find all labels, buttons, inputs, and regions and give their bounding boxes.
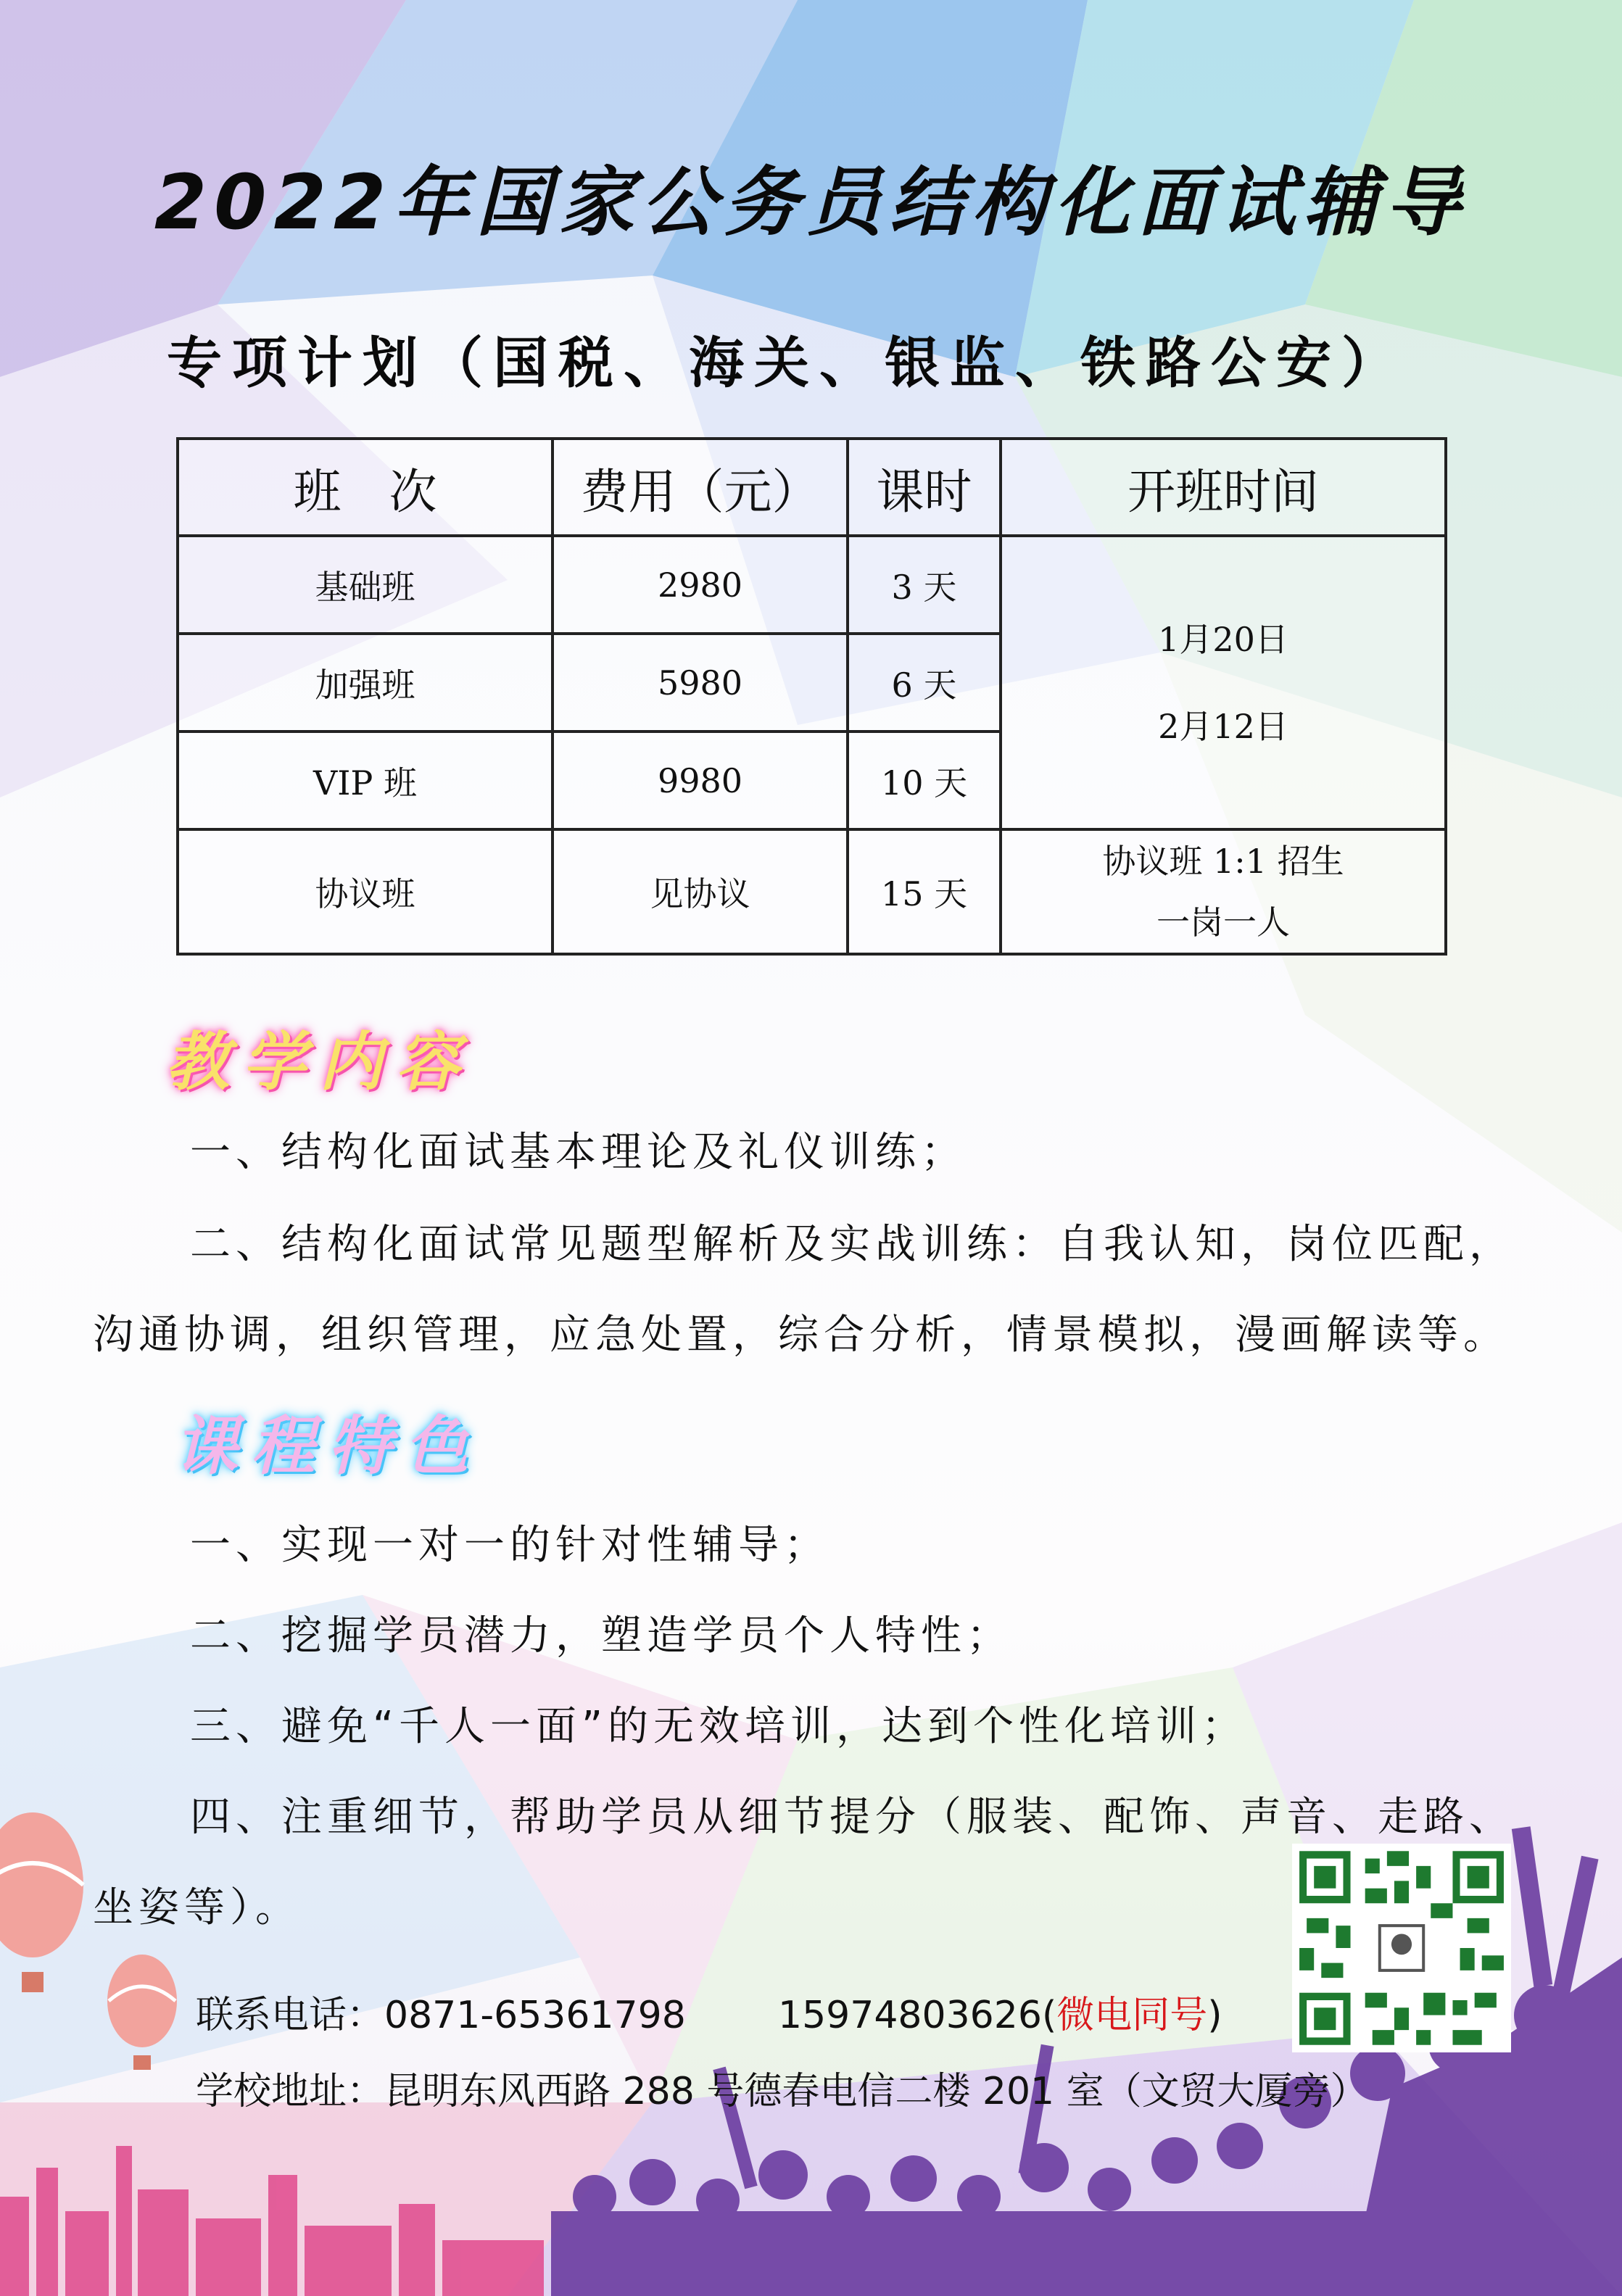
teaching-line: 二、结构化面试常见题型解析及实战训练：自我认知，岗位匹配， <box>190 1221 1515 1268</box>
page-title: 2022年国家公务员结构化面试辅导 <box>154 158 1468 246</box>
feature-line: 二、挖掘学员潜力，塑造学员个人特性； <box>190 1612 1012 1659</box>
contact-phone-line <box>196 1984 686 2039</box>
feature-line: 四、注重细节，帮助学员从细节提分（服装、配饰、声音、走路、 <box>190 1794 1515 1841</box>
mobile-number: 15974803626 <box>778 1994 1042 2037</box>
agreement-note-line: 一岗一人 <box>1156 903 1290 942</box>
table-row <box>178 536 1446 634</box>
mobile-note-close: ) <box>1207 1994 1222 2037</box>
class-fee: 9980 <box>553 732 848 829</box>
feature-line: 一、实现一对一的针对性辅导； <box>190 1522 829 1569</box>
class-hours: 10 天 <box>848 732 1001 829</box>
phone-number: 0871-65361798 <box>384 1994 686 2037</box>
wechat-note: 微电同号 <box>1056 1994 1208 2037</box>
feature-line: 坐姿等）。 <box>93 1884 301 1931</box>
teaching-heading: 教学内容 <box>165 1024 473 1099</box>
phone-label: 联系电话： <box>196 1994 385 2037</box>
class-hours: 3 天 <box>848 536 1001 634</box>
class-fee: 见协议 <box>553 829 848 954</box>
class-fee: 2980 <box>553 536 848 634</box>
contact-address-line <box>196 2060 1368 2115</box>
class-schedule-table <box>176 437 1447 956</box>
teaching-line: 一、结构化面试基本理论及礼仪训练； <box>190 1129 967 1176</box>
col-header-fee: 费用（元） <box>553 439 848 536</box>
agreement-note-cell <box>1001 829 1446 954</box>
col-header-class: 班 次 <box>178 439 553 536</box>
teaching-line: 沟通协调，组织管理，应急处置，综合分析，情景模拟，漫画解读等。 <box>93 1311 1509 1359</box>
class-name: VIP 班 <box>178 732 553 829</box>
address: 昆明东风西路 288 号德春电信二楼 201 室（文贸大厦旁） <box>384 2070 1368 2113</box>
qr-code <box>1292 1844 1511 2052</box>
feature-line: 三、避免“千人一面”的无效培训，达到个性化培训； <box>190 1703 1248 1750</box>
contact-mobile-line <box>778 1984 1222 2039</box>
open-dates-cell <box>1001 536 1446 829</box>
open-date: 1月20日 <box>1158 619 1288 659</box>
address-label: 学校地址： <box>196 2070 385 2113</box>
table-header-row <box>178 439 1446 536</box>
class-name: 加强班 <box>178 634 553 732</box>
col-header-open-time: 开班时间 <box>1001 439 1446 536</box>
mobile-note-open: ( <box>1041 1994 1057 2037</box>
agreement-note-line: 协议班 1:1 招生 <box>1102 842 1344 881</box>
table-row <box>178 829 1446 954</box>
class-hours: 15 天 <box>848 829 1001 954</box>
col-header-hours: 课时 <box>848 439 1001 536</box>
class-fee: 5980 <box>553 634 848 732</box>
class-name: 基础班 <box>178 536 553 634</box>
open-date: 2月12日 <box>1158 706 1288 746</box>
class-name: 协议班 <box>178 829 553 954</box>
page-subtitle: 专项计划（国税、海关、银监、铁路公安） <box>167 331 1407 395</box>
features-heading: 课程特色 <box>174 1409 482 1483</box>
class-hours: 6 天 <box>848 634 1001 732</box>
